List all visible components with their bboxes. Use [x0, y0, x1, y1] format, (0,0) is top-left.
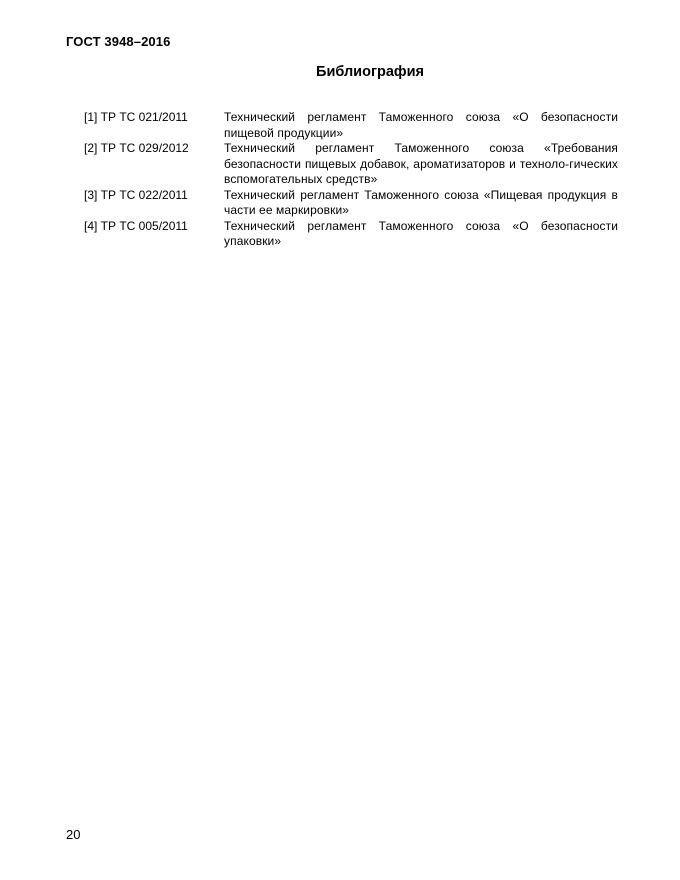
bibliography-item	[84, 141, 618, 188]
bibliography-list	[84, 110, 618, 250]
bibliography-reference-title: Технический регламент Таможенного союза «Требования безопасности пищевых добавок, ароматизаторов и техноло-гических вспомогательных средств»	[224, 141, 618, 186]
bibliography-reference-title: Технический регламент Таможенного союза «О безопасности упаковки»	[224, 218, 618, 248]
page-number: 20	[66, 827, 81, 842]
bibliography-reference-title: Технический регламент Таможенного союза «Пищевая продукция в части ее маркировки»	[224, 187, 618, 217]
bibliography-reference-code: [1] ТР ТС 021/2011	[84, 110, 188, 124]
bibliography-item	[84, 219, 618, 250]
bibliography-item	[84, 110, 618, 141]
document-standard-header: ГОСТ 3948–2016	[66, 34, 171, 49]
bibliography-reference-code: [3] ТР ТС 022/2011	[84, 187, 188, 202]
bibliography-reference-title: Технический регламент Таможенного союза «О безопасности пищевой продукции»	[224, 110, 618, 140]
section-title: Библиография	[316, 64, 424, 80]
bibliography-reference-code: [2] ТР ТС 029/2012	[84, 141, 189, 155]
bibliography-item	[84, 188, 618, 219]
bibliography-reference-code: [4] ТР ТС 005/2011	[84, 218, 188, 233]
